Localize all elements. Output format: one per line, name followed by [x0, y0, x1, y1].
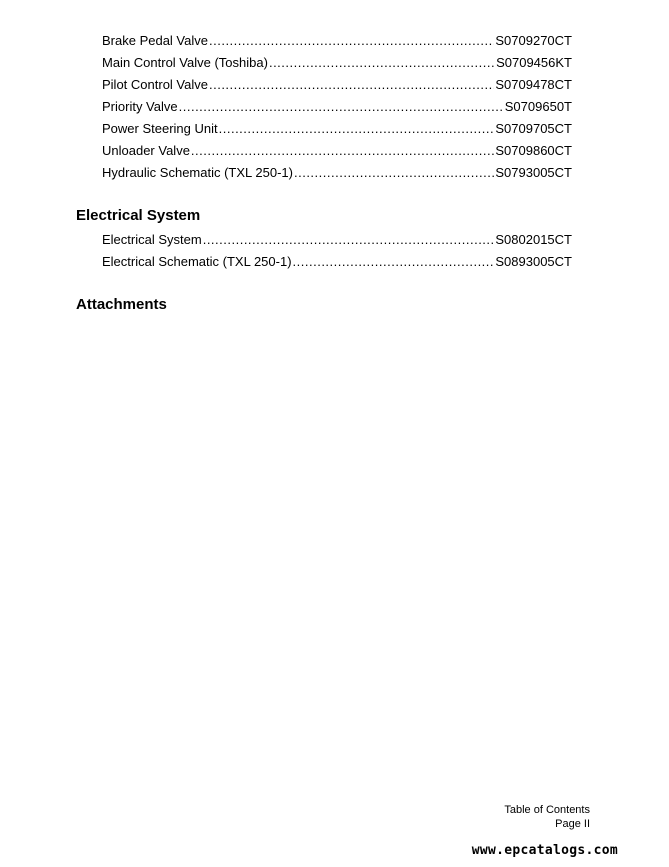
section-heading-attachments: Attachments: [76, 296, 167, 313]
toc-entry-code: S0709270CT: [495, 33, 572, 48]
section-heading-electrical: Electrical System: [76, 207, 201, 224]
toc-entry-code: S0709860CT: [495, 143, 572, 158]
dot-leader: [293, 251, 495, 273]
toc-entry-title: Priority Valve: [102, 99, 178, 114]
toc-entry-title: Main Control Valve (Toshiba): [102, 55, 268, 70]
toc-entry-code: S0709478CT: [495, 77, 572, 92]
toc-entry-code: S0709456KT: [496, 55, 572, 70]
toc-entry-title: Power Steering Unit: [102, 121, 218, 136]
footer-page-number: Page II: [555, 818, 590, 830]
toc-entry-hydraulic-schematic[interactable]: [102, 162, 572, 184]
footer-doc-title: Table of Contents: [504, 804, 590, 816]
dot-leader: [219, 118, 495, 140]
dot-leader: [209, 30, 494, 52]
toc-entry-title: Unloader Valve: [102, 143, 190, 158]
toc-entry-code: S0802015CT: [495, 232, 572, 247]
toc-entry-title: Pilot Control Valve: [102, 77, 208, 92]
toc-entry-title: Electrical Schematic (TXL 250-1): [102, 254, 292, 269]
toc-entry-unloader-valve[interactable]: [102, 140, 572, 162]
watermark: www.epcatalogs.com: [471, 843, 618, 858]
electrical-entries: [102, 229, 572, 273]
toc-entry-title: Brake Pedal Valve: [102, 33, 208, 48]
toc-entry-priority-valve[interactable]: [102, 96, 572, 118]
toc-entry-power-steering-unit[interactable]: [102, 118, 572, 140]
page-footer: [504, 803, 590, 831]
toc-entry-title: Hydraulic Schematic (TXL 250-1): [102, 165, 293, 180]
toc-entry-electrical-system[interactable]: [102, 229, 572, 251]
dot-leader: [203, 229, 495, 251]
toc-entry-title: Electrical System: [102, 232, 202, 247]
dot-leader: [209, 74, 494, 96]
toc-entry-code: S0793005CT: [495, 165, 572, 180]
toc-entry-code: S0709650T: [504, 99, 572, 114]
toc-entry-code: S0709705CT: [495, 121, 572, 136]
dot-leader: [294, 162, 494, 184]
dot-leader: [191, 140, 494, 162]
hydraulic-entries: [102, 30, 572, 184]
toc-entry-main-control-valve[interactable]: [102, 52, 572, 74]
dot-leader: [269, 52, 495, 74]
dot-leader: [179, 96, 504, 118]
toc-entry-electrical-schematic[interactable]: [102, 251, 572, 273]
toc-entry-brake-pedal-valve[interactable]: [102, 30, 572, 52]
toc-entry-code: S0893005CT: [495, 254, 572, 269]
toc-entry-pilot-control-valve[interactable]: [102, 74, 572, 96]
